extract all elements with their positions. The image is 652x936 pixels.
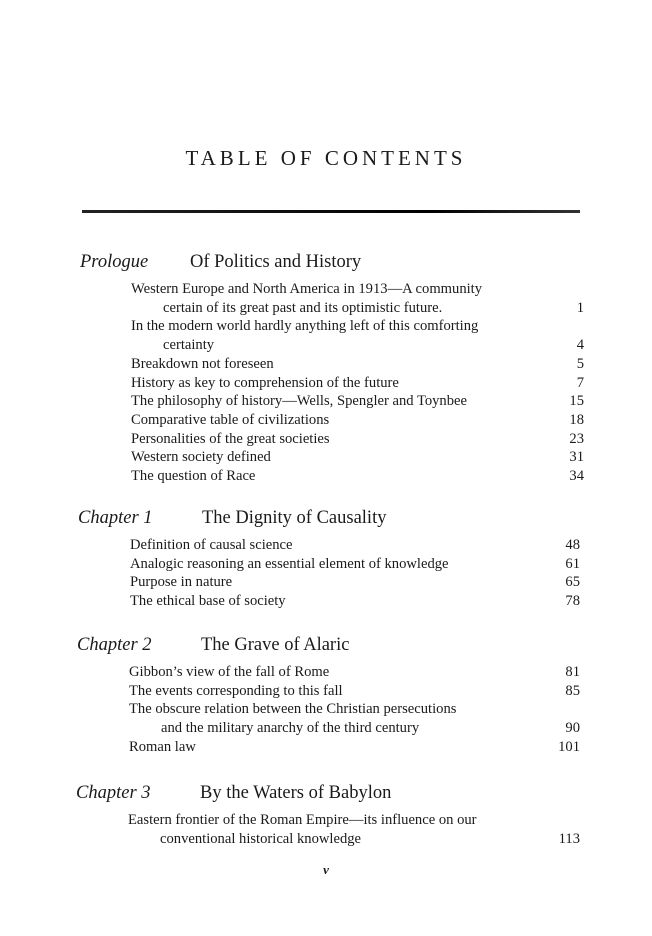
entry-page-number: 61 bbox=[565, 555, 580, 572]
toc-entry bbox=[0, 280, 652, 317]
entry-text bbox=[130, 573, 538, 592]
toc-entry bbox=[0, 317, 652, 354]
entry-text bbox=[129, 738, 538, 757]
entry-line: The obscure relation between the Christian persecutions bbox=[129, 701, 457, 718]
entry-continuation-line: certain of its great past and its optimistic future. bbox=[163, 299, 443, 316]
toc-entry bbox=[0, 738, 652, 757]
entry-text bbox=[128, 811, 538, 848]
entry-page-number: 65 bbox=[565, 574, 580, 591]
toc-entry bbox=[0, 536, 652, 555]
entry-text bbox=[131, 430, 542, 449]
entry-text bbox=[129, 682, 538, 701]
entry-list bbox=[0, 663, 652, 757]
toc-entry bbox=[0, 467, 652, 486]
entry-text bbox=[131, 392, 542, 411]
entry-text bbox=[131, 355, 542, 374]
page-number: v bbox=[323, 862, 329, 877]
entry-page-number: 34 bbox=[569, 468, 584, 485]
entry-page-number: 81 bbox=[565, 664, 580, 680]
toc-entry bbox=[0, 811, 652, 848]
entry-line: The philosophy of history—Wells, Spengler and Toynbee bbox=[131, 393, 467, 410]
entry-page-number: 48 bbox=[565, 537, 580, 553]
entry-line: Eastern frontier of the Roman Empire—its influence on our bbox=[128, 812, 477, 828]
entry-line: The events corresponding to this fall bbox=[129, 682, 343, 699]
entry-text bbox=[130, 536, 538, 555]
toc-entry bbox=[0, 663, 652, 682]
entry-text bbox=[130, 555, 538, 574]
entry-continuation-line: certainty bbox=[163, 337, 215, 354]
entry-line: Personalities of the great societies bbox=[131, 430, 330, 447]
entry-line: Western society defined bbox=[131, 449, 271, 466]
toc-entry bbox=[0, 682, 652, 701]
chapter-number: Chapter 1 bbox=[78, 508, 153, 528]
entry-list bbox=[0, 536, 652, 611]
entry-page-number: 7 bbox=[576, 374, 584, 391]
toc-entry bbox=[0, 430, 652, 449]
chapter-heading bbox=[0, 635, 652, 659]
page-title: TABLE OF CONTENTS bbox=[185, 146, 467, 170]
entry-page-number: 1 bbox=[576, 299, 584, 316]
entry-text bbox=[129, 663, 538, 682]
entry-list bbox=[0, 811, 652, 848]
title-rule bbox=[82, 210, 580, 213]
toc-entry bbox=[0, 392, 652, 411]
toc-entry bbox=[0, 592, 652, 611]
entry-line: Definition of causal science bbox=[130, 537, 293, 553]
entry-text bbox=[131, 374, 542, 393]
entry-page-number: 90 bbox=[565, 720, 580, 737]
chapter-section bbox=[0, 508, 652, 611]
toc-entry bbox=[0, 555, 652, 574]
entry-text bbox=[131, 317, 542, 354]
entry-page-number: 85 bbox=[565, 682, 580, 699]
chapter-section bbox=[0, 635, 652, 757]
chapter-section bbox=[0, 252, 652, 486]
entry-continuation-line: and the military anarchy of the third century bbox=[161, 720, 420, 737]
entry-line: Western Europe and North America in 1913—A community bbox=[131, 281, 483, 297]
entry-line: Breakdown not foreseen bbox=[131, 355, 274, 372]
entry-line: Comparative table of civilizations bbox=[131, 411, 330, 428]
entry-continuation-line: conventional historical knowledge bbox=[160, 830, 362, 847]
toc-entry bbox=[0, 573, 652, 592]
entry-page-number: 4 bbox=[576, 337, 584, 354]
chapter-heading bbox=[0, 252, 652, 276]
entry-line: In the modern world hardly anything left of this comforting bbox=[131, 318, 479, 335]
entry-text bbox=[131, 411, 542, 430]
entry-page-number: 15 bbox=[569, 393, 584, 410]
entry-line: Gibbon’s view of the fall of Rome bbox=[129, 664, 330, 680]
entry-page-number: 101 bbox=[558, 738, 580, 755]
entry-line: Analogic reasoning an essential element of knowledge bbox=[130, 555, 449, 572]
chapter-title: By the Waters of Babylon bbox=[200, 783, 392, 803]
toc-entry bbox=[0, 700, 652, 737]
entry-line: History as key to comprehension of the future bbox=[131, 374, 399, 391]
toc-entry bbox=[0, 411, 652, 430]
toc-entry bbox=[0, 355, 652, 374]
entry-line: The question of Race bbox=[131, 468, 256, 485]
entry-text bbox=[131, 448, 542, 467]
entry-page-number: 5 bbox=[576, 355, 584, 372]
entry-text bbox=[131, 467, 542, 486]
chapter-heading bbox=[0, 508, 652, 532]
chapter-heading bbox=[0, 783, 652, 807]
chapter-number: Prologue bbox=[80, 252, 149, 272]
chapter-title: The Dignity of Causality bbox=[202, 508, 387, 528]
chapter-number: Chapter 2 bbox=[77, 635, 152, 655]
entry-text bbox=[130, 592, 538, 611]
entry-page-number: 78 bbox=[565, 593, 580, 610]
toc-entry bbox=[0, 374, 652, 393]
chapter-title: The Grave of Alaric bbox=[201, 635, 350, 655]
entry-text bbox=[129, 700, 538, 737]
entry-text bbox=[131, 280, 542, 317]
entry-line: Purpose in nature bbox=[130, 574, 233, 591]
entry-page-number: 113 bbox=[558, 830, 580, 847]
entry-line: The ethical base of society bbox=[130, 593, 286, 610]
chapter-number: Chapter 3 bbox=[76, 783, 151, 803]
entry-page-number: 23 bbox=[569, 430, 584, 447]
chapter-section bbox=[0, 783, 652, 848]
entry-list bbox=[0, 280, 652, 486]
chapter-title: Of Politics and History bbox=[190, 252, 362, 272]
entry-line: Roman law bbox=[129, 738, 196, 755]
toc-entry bbox=[0, 448, 652, 467]
entry-page-number: 18 bbox=[569, 411, 584, 428]
entry-page-number: 31 bbox=[569, 449, 584, 466]
